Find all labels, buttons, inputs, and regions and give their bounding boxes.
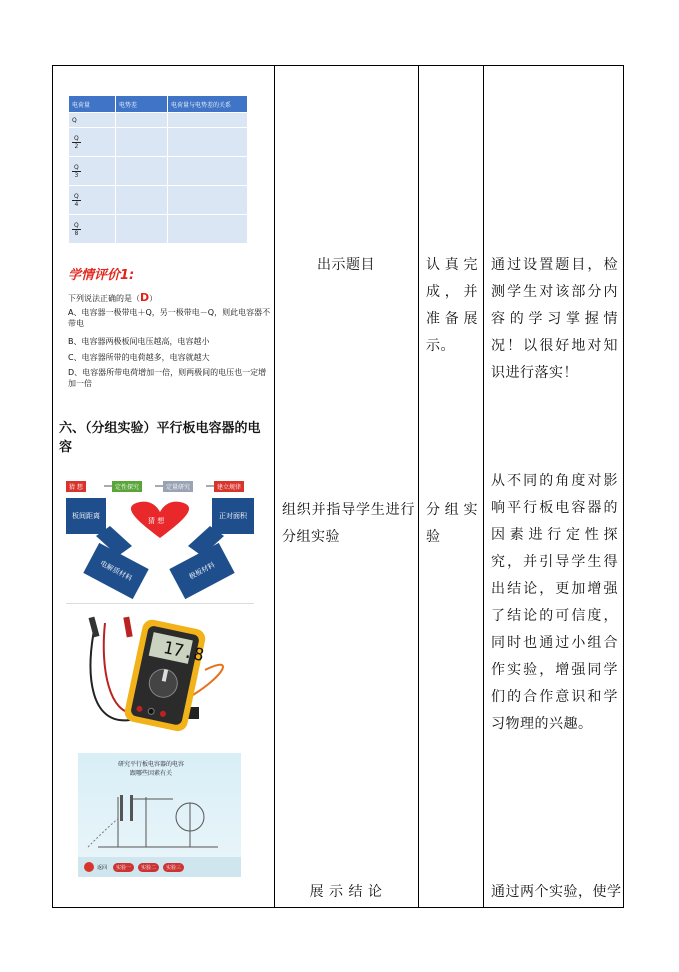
header-relation: 电荷量与电势差的关系 <box>168 96 248 113</box>
column-divider-1 <box>274 65 275 908</box>
header-potential: 电势差 <box>116 96 168 113</box>
black-probe <box>89 617 100 638</box>
teacher-activity-2: 组织并指导学生进行分组实验 <box>282 502 415 545</box>
charge-potential-table <box>68 95 248 244</box>
heart-label: 猜 想 <box>148 517 165 525</box>
design-intent-2: 从不同的角度对影响平行板电容器的因素进行定性探究，并引导学生得出结论，更加增强了结论的可信度，同时也通过小组合作实验，增强同学们的合作意识和学习物理的兴趣。 <box>491 473 618 732</box>
step-qualitative: 定性探究 <box>112 481 142 492</box>
red-probe <box>123 617 132 638</box>
table-row: Q <box>69 113 116 128</box>
table-row: $\frac{Q}{3}$ <box>69 157 116 186</box>
column-divider-3 <box>483 65 484 908</box>
experiment-slide <box>78 753 241 877</box>
teacher-activity-1: 出示题目 <box>317 257 375 273</box>
option-a: A、电容器一极带电＋Q，另一极带电－Q，则此电容器不带电 <box>68 308 271 328</box>
design-intent-3: 通过两个实验，使学 <box>491 884 622 900</box>
back-link[interactable]: 返回 <box>97 864 108 871</box>
bottom-left-block: 电解质材料 <box>83 543 148 599</box>
option-c: C、电容器所带的电荷越多，电容就越大 <box>68 353 210 362</box>
option-d: D、电容器所带电荷增加一倍，则两极间的电压也一定增加一倍 <box>68 368 267 388</box>
step-law: 建立规律 <box>214 481 244 492</box>
slide-footer <box>78 857 241 877</box>
bottom-right-block: 极板材料 <box>169 543 234 599</box>
plate-left <box>120 795 123 821</box>
home-icon <box>84 862 94 872</box>
concept-diagram <box>66 476 254 602</box>
section-heading: 六、（分组实验）平行板电容器的电容 <box>59 421 261 455</box>
exp2-button[interactable]: 实验二 <box>138 863 159 872</box>
black-probe-lead <box>91 625 130 720</box>
table-row: $\frac{Q}{4}$ <box>69 186 116 215</box>
right-factor-block: 正对面积 <box>212 498 254 534</box>
experiment-title-line2: 跟哪些因素有关 <box>130 770 173 777</box>
learning-eval-title: 学情评价1: <box>68 268 135 283</box>
experiment-title-line1: 研究平行板电容器的电容 <box>118 761 185 768</box>
experiment-apparatus <box>78 777 241 857</box>
student-activity-1: 认真完成，并准备展示。 <box>426 257 478 354</box>
step-guess: 猜 想 <box>66 481 86 492</box>
left-factor-block: 板间距离 <box>66 498 106 534</box>
header-charge: 电荷量 <box>69 96 116 113</box>
answer-mark: D <box>140 291 150 304</box>
multimeter-reading: 17.8 <box>161 637 206 667</box>
teacher-activity-3: 展 示 结 论 <box>309 884 383 900</box>
table-row: $\frac{Q}{2}$ <box>69 128 116 157</box>
plate-right <box>130 795 133 821</box>
column-divider-2 <box>418 65 419 908</box>
step-quantitative: 定量研究 <box>163 481 193 492</box>
exp3-button[interactable]: 实验三 <box>163 863 184 872</box>
table-row: $\frac{Q}{8}$ <box>69 215 116 244</box>
design-intent-1: 通过设置题目，检测学生对该部分内容的学习掌握情况！以很好地对知识进行落实！ <box>491 257 618 381</box>
question-stem: 下列说法正确的是（D） <box>68 291 158 304</box>
divider <box>66 603 254 604</box>
option-b: B、电容器两极板间电压越高，电容越小 <box>68 337 210 346</box>
student-activity-2: 分组实验 <box>426 502 478 545</box>
ground-wire <box>88 817 120 847</box>
exp1-button[interactable]: 实验一 <box>113 863 134 872</box>
diagram-shapes <box>66 476 254 602</box>
multimeter-image <box>75 615 245 745</box>
